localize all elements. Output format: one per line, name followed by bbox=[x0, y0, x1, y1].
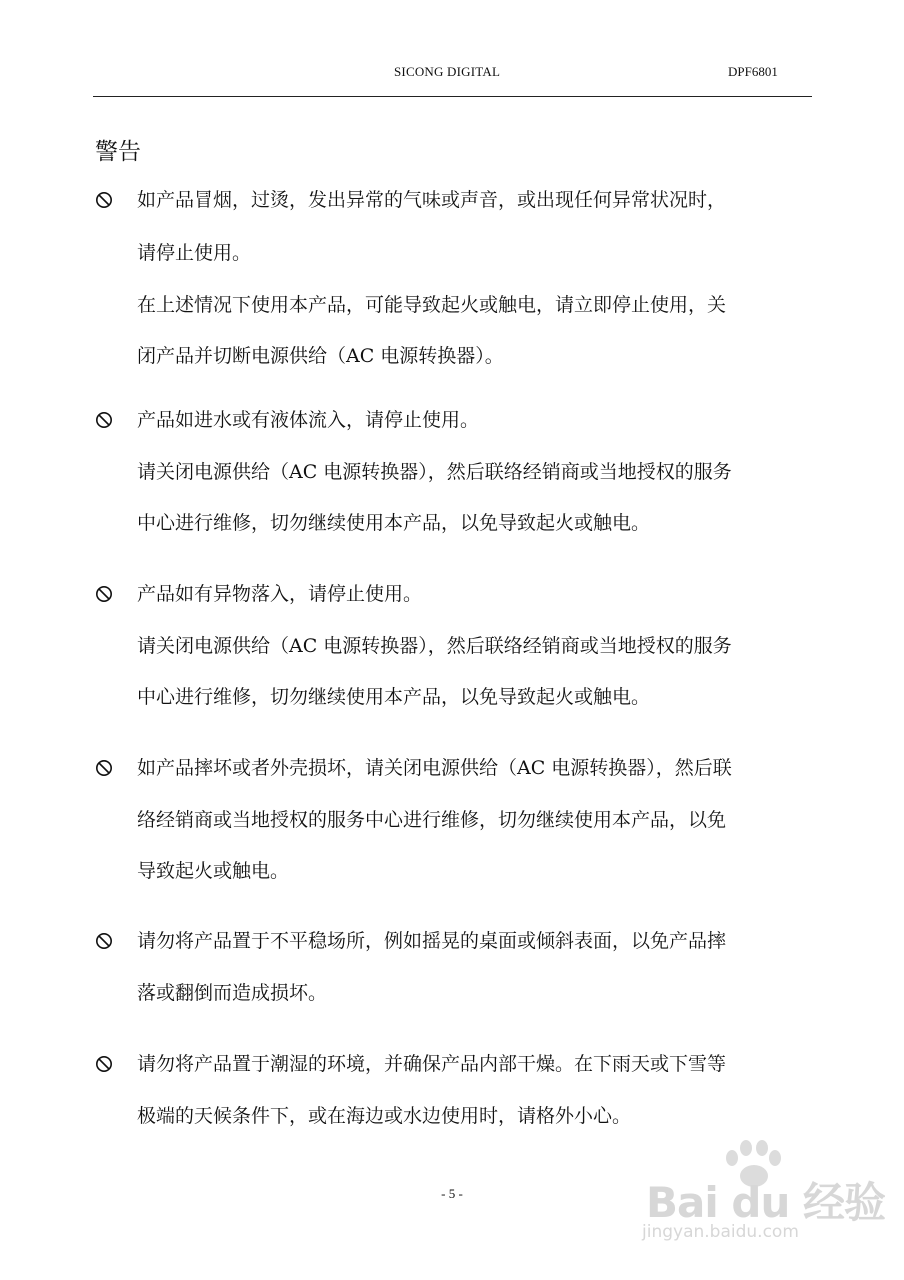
prohibit-icon bbox=[95, 585, 113, 603]
warning-line: 中心进行维修，切勿继续使用本产品，以免导致起火或触电。 bbox=[137, 512, 651, 534]
warning-line: 产品如进水或有液体流入，请停止使用。 bbox=[137, 409, 480, 431]
warning-line: 在上述情况下使用本产品，可能导致起火或触电，请立即停止使用，关 bbox=[137, 294, 727, 316]
warning-line: 如产品冒烟，过烫，发出异常的气味或声音，或出现任何异常状况时， bbox=[137, 189, 727, 211]
header-brand: SICONG DIGITAL bbox=[394, 64, 501, 79]
prohibit-icon bbox=[95, 759, 113, 777]
warning-line: 络经销商或当地授权的服务中心进行维修，切勿继续使用本产品，以免 bbox=[137, 809, 727, 831]
watermark-url: jingyan.baidu.com bbox=[642, 1222, 799, 1242]
warning-line: 产品如有异物落入，请停止使用。 bbox=[137, 583, 423, 605]
section-title: 警告 bbox=[95, 139, 141, 165]
warning-line: 请勿将产品置于潮湿的环境，并确保产品内部干燥。在下雨天或下雪等 bbox=[137, 1053, 727, 1075]
warning-line: 如产品摔坏或者外壳损坏，请关闭电源供给（AC 电源转换器），然后联 bbox=[137, 757, 732, 779]
header-divider bbox=[93, 96, 812, 97]
warning-line: 极端的天候条件下，或在海边或水边使用时，请格外小心。 bbox=[137, 1105, 632, 1127]
baidu-watermark bbox=[640, 1140, 890, 1250]
prohibit-icon bbox=[95, 191, 113, 209]
warning-line: 请关闭电源供给（AC 电源转换器），然后联络经销商或当地授权的服务 bbox=[137, 461, 732, 483]
header-model: DPF6801 bbox=[728, 64, 778, 79]
watermark-brand: Bai du 经验 bbox=[646, 1178, 885, 1227]
prohibit-icon bbox=[95, 411, 113, 429]
warning-line: 中心进行维修，切勿继续使用本产品，以免导致起火或触电。 bbox=[137, 686, 651, 708]
warning-line: 请关闭电源供给（AC 电源转换器），然后联络经销商或当地授权的服务 bbox=[137, 635, 732, 657]
page-number: - 5 - bbox=[441, 1186, 463, 1201]
warning-line: 请停止使用。 bbox=[137, 242, 252, 264]
warning-line: 闭产品并切断电源供给（AC 电源转换器）。 bbox=[137, 345, 504, 367]
warning-line: 落或翻倒而造成损坏。 bbox=[137, 982, 328, 1004]
warning-line: 导致起火或触电。 bbox=[137, 860, 290, 882]
warning-line: 请勿将产品置于不平稳场所，例如摇晃的桌面或倾斜表面，以免产品摔 bbox=[137, 930, 727, 952]
prohibit-icon bbox=[95, 1055, 113, 1073]
prohibit-icon bbox=[95, 932, 113, 950]
